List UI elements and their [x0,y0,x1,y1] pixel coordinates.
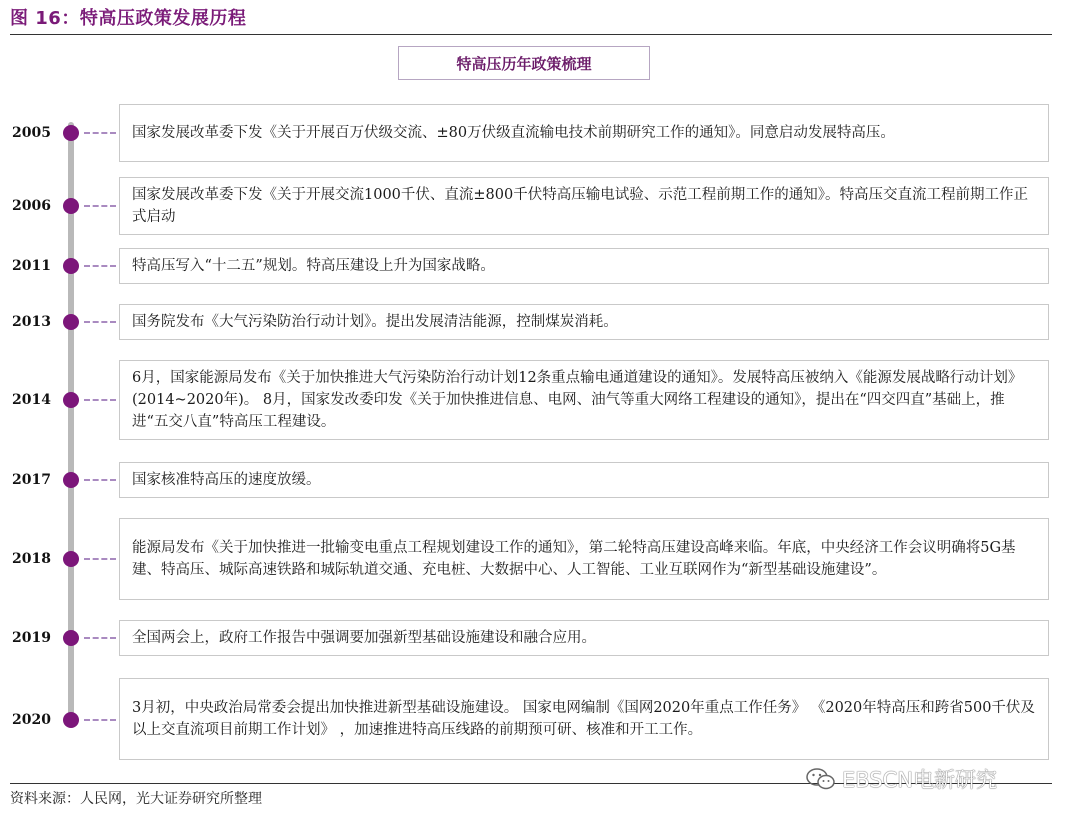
timeline-connector [84,558,116,560]
timeline-dot [63,125,79,141]
timeline-connector [84,479,116,481]
watermark-text: EBSCN电新研究 [842,768,998,792]
timeline-dot [63,630,79,646]
timeline-dot [63,258,79,274]
event-text: 特高压写入“十二五”规划。特高压建设上升为国家战略。 [132,258,495,274]
event-text: 3月初，中央政治局常委会提出加快推进新型基础设施建设。 国家电网编制《国网2020年重点工作任务》 《2020年特高压和跨省500千伏及以上交直流项目前期工作计划》 ，加速推进特高压线路的前期预可研、核准和开工工作。 [132,700,1035,738]
event-box [119,518,1049,600]
timeline-dot [63,198,79,214]
event-box [119,177,1049,235]
timeline-dot [63,472,79,488]
figure-title: 图 16：特高压政策发展历程 [10,8,247,29]
year-label: 2011 [12,258,51,274]
year-label: 2013 [12,314,51,330]
year-label: 2017 [12,472,51,488]
watermark [806,764,997,794]
timeline-dot [63,314,79,330]
event-box [119,304,1049,340]
year-label: 2006 [12,198,51,214]
event-box [119,620,1049,656]
timeline-connector [84,399,116,401]
timeline-connector [84,132,116,134]
year-label: 2020 [12,712,51,728]
timeline-connector [84,719,116,721]
timeline-connector [84,321,116,323]
source-note: 资料来源：人民网，光大证券研究所整理 [10,791,262,807]
wechat-icon [806,767,836,791]
event-box [119,360,1049,440]
event-box [119,104,1049,162]
event-text: 能源局发布《关于加快推进一批输变电重点工程规划建设工作的通知》，第二轮特高压建设高峰来临。年底，中央经济工作会议明确将5G基建、特高压、城际高速铁路和城际轨道交通、充电桩、大数据中心、人工智能、工业互联网作为“新型基础设施建设”。 [132,540,1016,578]
header-box: 特高压历年政策梳理 [398,46,650,80]
event-box [119,678,1049,760]
timeline-connector [84,637,116,639]
year-label: 2005 [12,125,51,141]
event-text: 国务院发布《大气污染防治行动计划》。提出发展清洁能源，控制煤炭消耗。 [132,314,618,330]
event-text: 国家发展改革委下发《关于开展百万伏级交流、±80万伏级直流输电技术前期研究工作的通知》。同意启动发展特高压。 [132,125,895,141]
year-label: 2014 [12,392,51,408]
timeline-dot [63,392,79,408]
event-box [119,248,1049,284]
event-text: 6月，国家能源局发布《关于加快推进大气污染防治行动计划12条重点输电通道建设的通知》。发展特高压被纳入《能源发展战略行动计划》(2014~2020年)。 8月，国家发改委印发《关于加快推进信息、电网、油气等重大网络工程建设的通知》，提出在“四交四直”基础上，推进“五交八直”特高压工程建设。 [132,370,1023,430]
event-text: 国家发展改革委下发《关于开展交流1000千伏、直流±800千伏特高压输电试验、示范工程前期工作的通知》。特高压交直流工程前期工作正式启动 [132,187,1028,225]
event-box [119,462,1049,498]
timeline-connector [84,265,116,267]
event-text: 全国两会上，政府工作报告中强调要加强新型基础设施建设和融合应用。 [132,630,596,646]
year-label: 2018 [12,551,51,567]
timeline-connector [84,205,116,207]
top-rule [10,34,1052,35]
timeline-dot [63,712,79,728]
year-label: 2019 [12,630,51,646]
event-text: 国家核准特高压的速度放缓。 [132,472,321,488]
timeline-dot [63,551,79,567]
